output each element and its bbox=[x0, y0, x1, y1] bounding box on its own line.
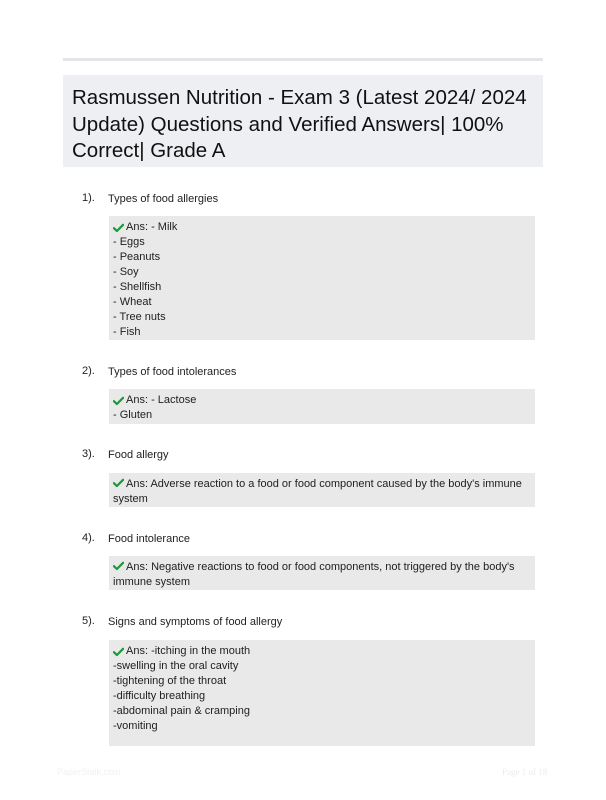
answer-line: - Fish bbox=[113, 326, 141, 338]
answer-line: Ans: -itching in the mouth bbox=[113, 644, 531, 659]
checkmark-icon bbox=[113, 561, 124, 571]
top-divider bbox=[63, 58, 543, 61]
footer-watermark: PaperStalk.com bbox=[57, 767, 121, 777]
question-number: 4). bbox=[82, 532, 95, 544]
question-number: 3). bbox=[82, 448, 95, 460]
question-text: Food allergy bbox=[108, 449, 169, 461]
answer-line: -tightening of the throat bbox=[113, 675, 227, 687]
checkmark-icon bbox=[113, 223, 124, 233]
checkmark-icon bbox=[113, 478, 124, 488]
answer-box bbox=[109, 389, 535, 424]
answer-line: - Wheat bbox=[113, 296, 152, 308]
checkmark-icon bbox=[113, 396, 124, 406]
answer-line: -abdominal pain & cramping bbox=[113, 705, 250, 717]
answer-box bbox=[109, 216, 535, 340]
question-text: Signs and symptoms of food allergy bbox=[108, 616, 283, 628]
document-title: Rasmussen Nutrition - Exam 3 (Latest 2024/ 2024 Update) Questions and Verified Answers| 100% Correct| Grade A bbox=[72, 86, 527, 162]
answer-box bbox=[109, 473, 535, 507]
answer-box bbox=[109, 556, 535, 590]
answer-line: Ans: - Lactose bbox=[113, 393, 531, 408]
answer-line: Ans: - Milk bbox=[113, 220, 531, 235]
question-number: 2). bbox=[82, 365, 95, 377]
question-text: Types of food intolerances bbox=[108, 366, 237, 378]
question-text: Types of food allergies bbox=[108, 193, 219, 205]
answer-box bbox=[109, 640, 535, 746]
question-text: Food intolerance bbox=[108, 533, 190, 545]
answer-line: Ans: Adverse reaction to a food or food component caused by the body's immune system bbox=[113, 478, 522, 505]
answer-line: -vomiting bbox=[113, 720, 158, 732]
answer-line: - Tree nuts bbox=[113, 311, 166, 323]
answer-line: -difficulty breathing bbox=[113, 690, 206, 702]
answer-line: -swelling in the oral cavity bbox=[113, 660, 239, 672]
page-number: Page 1 of 18 bbox=[502, 767, 548, 777]
answer-line: - Gluten bbox=[113, 409, 153, 421]
answer-line: - Soy bbox=[113, 266, 139, 278]
checkmark-icon bbox=[113, 647, 124, 657]
title-banner bbox=[63, 75, 543, 167]
answer-line: Ans: Negative reactions to food or food components, not triggered by the body's immune system bbox=[113, 561, 515, 588]
answer-line: - Peanuts bbox=[113, 251, 161, 263]
answer-line: - Eggs bbox=[113, 236, 145, 248]
question-number: 1). bbox=[82, 192, 95, 204]
answer-line: - Shellfish bbox=[113, 281, 162, 293]
question-number: 5). bbox=[82, 615, 95, 627]
